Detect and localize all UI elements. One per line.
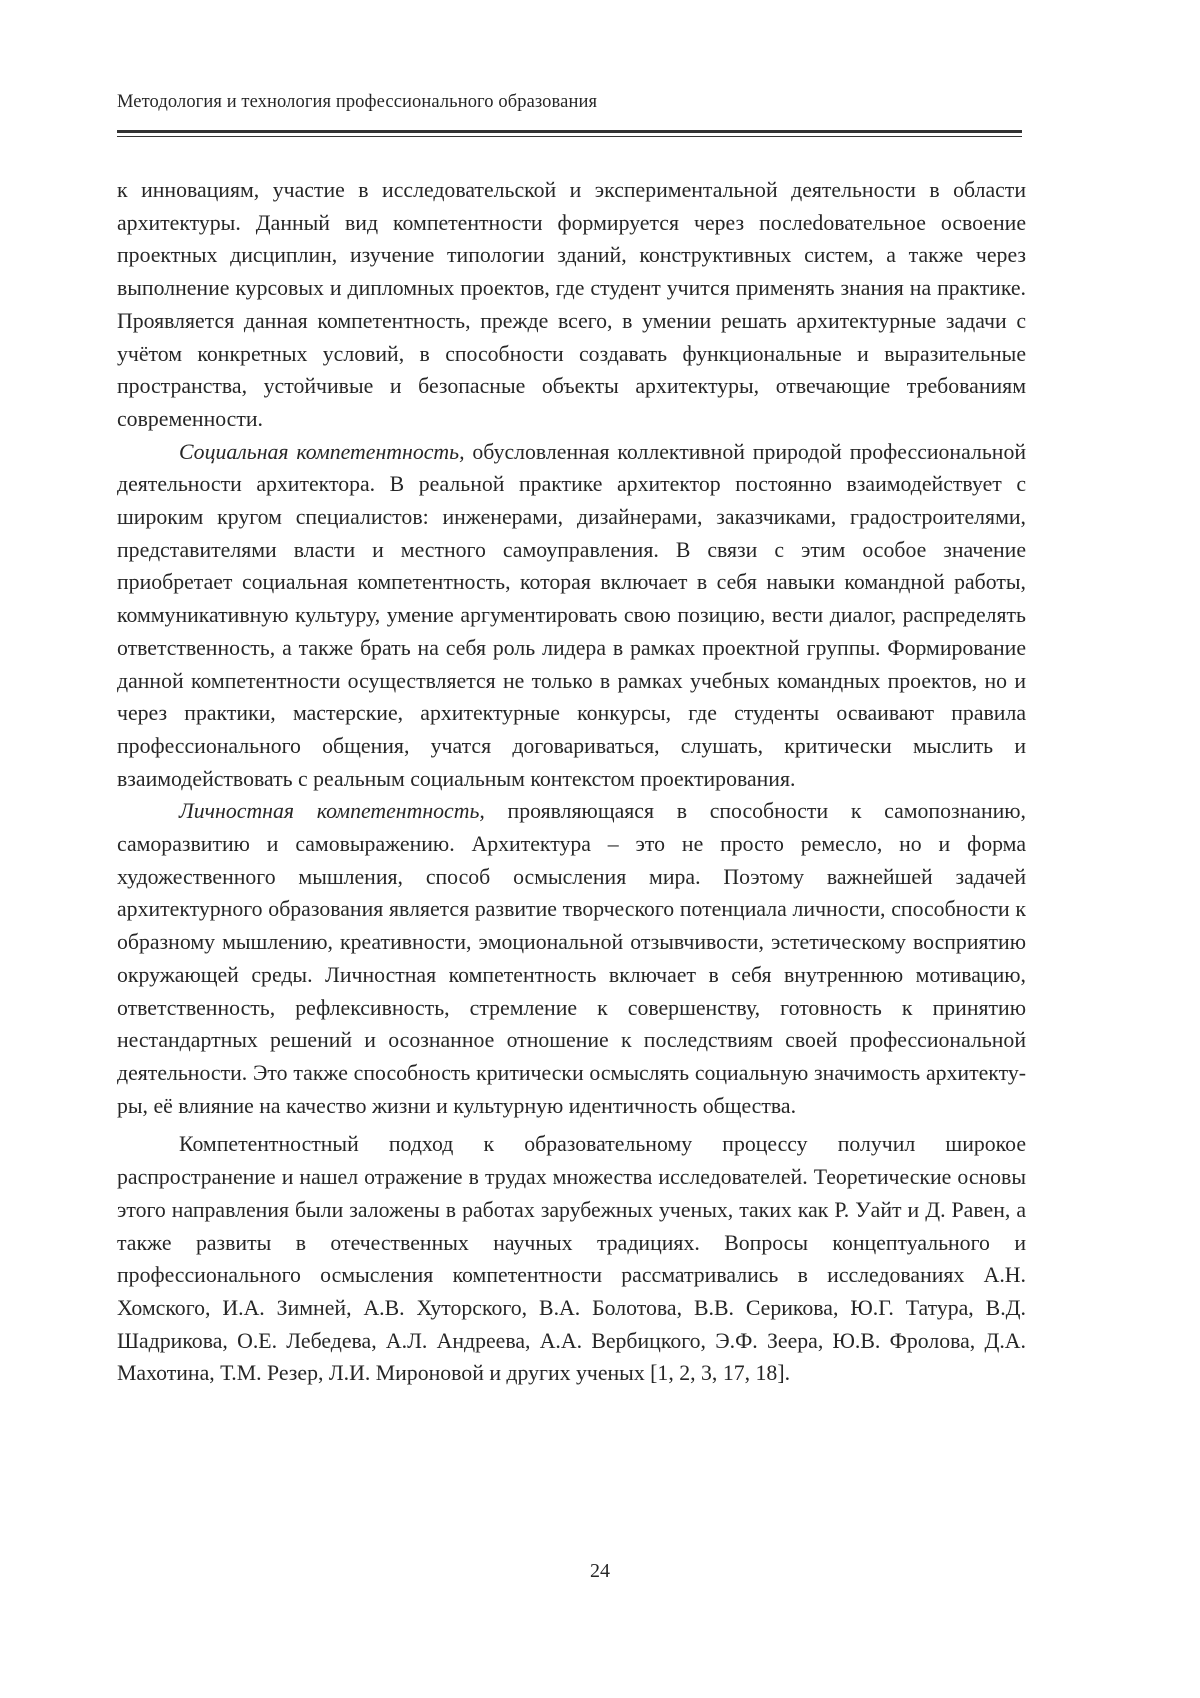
term-social-competence: Социальная компетентность, (179, 439, 465, 464)
term-personal-competence: Личностная компетентность, (179, 799, 485, 824)
header-rule-thick (117, 130, 1022, 133)
paragraph-competence-approach: Компетентностный подход к образовательному процессу получил широкое распространение и нашел отражение в трудах множества исследователей. Теоретические основы этого направления были заложены в работах зарубежных ученых, таких как Р. Уайт и Д. Равен, а также развиты в отечественных научных традициях. Вопросы концептуального и профессионального осмысления компетентности рассматривались в исследованиях А.Н. Хомского, И.А. Зимней, А.В. Хуторского, В.А. Болотова, В.В. Серикова, Ю.Г. Татура, В.Д. Шадрикова, О.Е. Лебедева, А.Л. Андреева, А.А. Вербицкого, Э.Ф. Зеера, Ю.В. Фролова, Д.А. Махотина, Т.М. Резер, Л.И. Мироновой и других ученых [1, 2, 3, 17, 18]. (117, 1132, 1026, 1386)
paragraph-social-competence (117, 436, 1026, 796)
paragraph-continuation: к инновациям, участие в исследовательской и экспериментальной деятельности в области архитектуры. Данный вид компетентности формируется через послеdовательное освоение проектных дисциплин, изучение типологии зданий, конструктивных систем, а также через выполнение курсовых и дипломных проектов, где студент учится применять знания на практике. Проявляется данная компетентность, прежде всего, в умении решать архитектурные задачи с учётом конкретных условий, в способности создавать функциональные и выразительные пространства, устойчивые и безопасные объекты архитектуры, отвечающие требованиям современности. (117, 178, 1026, 431)
paragraph-personal-competence (117, 795, 1026, 1122)
page-number: 24 (590, 1560, 610, 1582)
running-head: Методология и технология профессионального образования (117, 92, 598, 112)
body-text (117, 174, 1026, 1390)
header-rule-thin (117, 136, 1022, 137)
paragraph-personal-competence-text: проявляющаяся в способности к самопознанию, саморазвитию и самовыражению. Архитектура – это не просто ремесло, но и форма художественного мышления, способ осмысления мира. Поэтому важнейшей задачей архитектурного образования является развитие творческого потенциала личности, способности к образному мышлению, креативности, эмоциональной отзывчивости, эстетическому восприятию окружающей среды. Личностная компетентность включает в себя внутреннюю мотивацию, ответственность, рефлексивность, стремление к совершенству, готовность к принятию нестандартных решений и осознанное отношение к последствиям своей профессиональной деятельности. Это также способность критически осмыслять социальную значимость архитектуры, её влияние на качество жизни и культурную идентичность общества. (117, 799, 1027, 1118)
paragraph-social-competence-text: обусловленная коллективной природой профессиональной деятельности архитектора. В реальной практике архитектор постоянно взаимодействует с широким кругом специалистов: инженерами, дизайнерами, заказчиками, градостроителями, представителями власти и местного самоуправления. В связи с этим особое значение приобретает социальная компетентность, которая включает в себя навыки командной работы, коммуникативную культуру, умение аргументировать свою позицию, вести диалог, распределять ответственность, а также брать на себя роль лидера в рамках проектной группы. Формирование данной компетентности осуществляется не только в рамках учебных командных проектов, но и через практики, мастерские, архитектурные конкурсы, где студенты осваивают правила профессионального общения, учатся договариваться, слушать, критически мыслить и взаимодействовать с реальным социальным контекстом проектирования. (117, 439, 1027, 791)
